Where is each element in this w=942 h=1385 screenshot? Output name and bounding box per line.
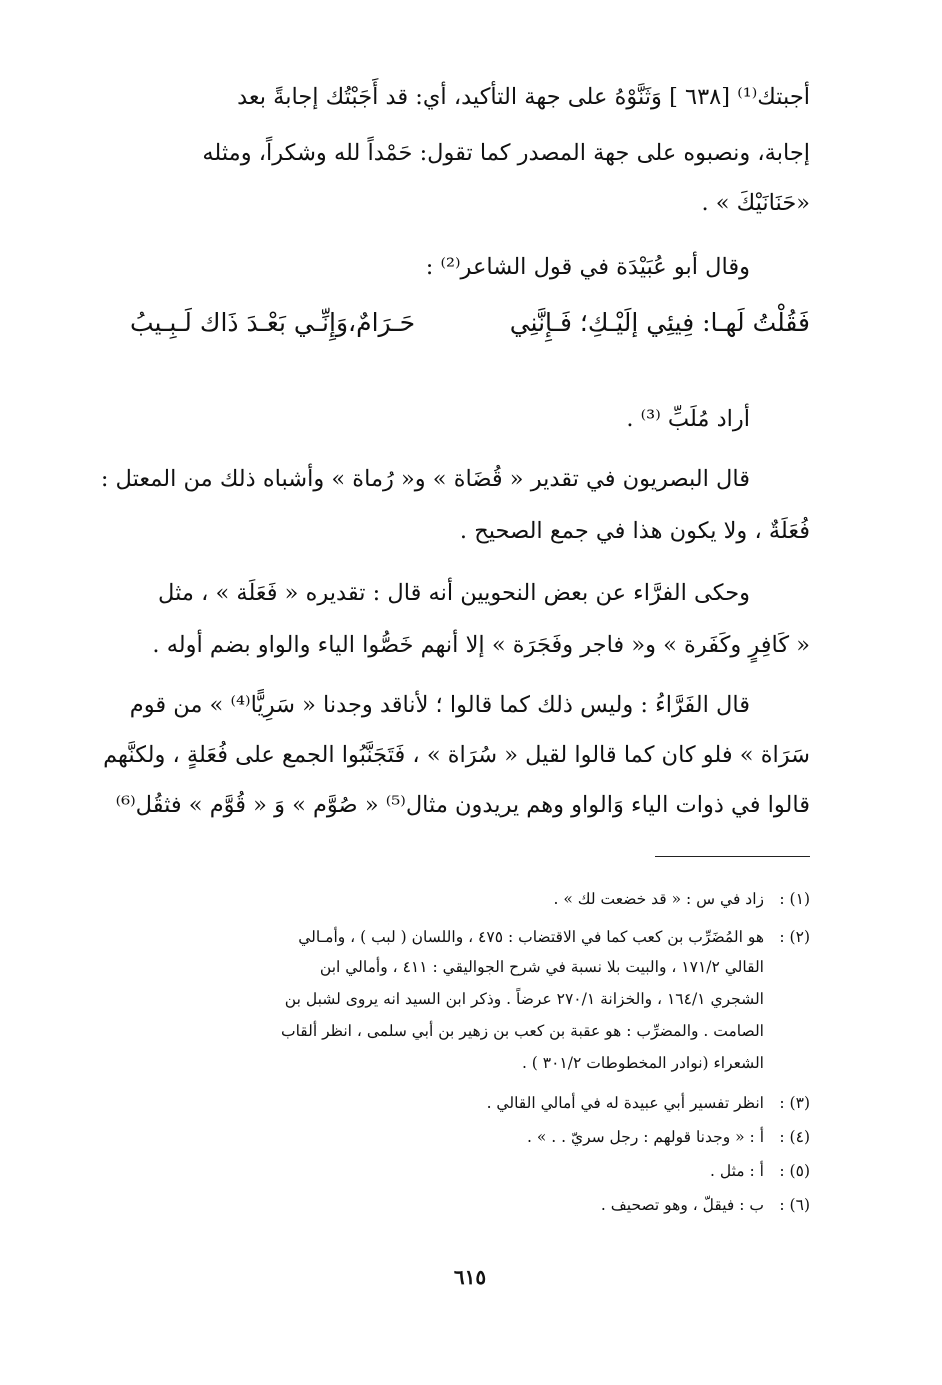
footnote-text: ب : فيقلّ ، وهو تصحيف . [600, 1196, 764, 1214]
body-line-4: وقال أبو عُبَيْدَة في قول الشاعر⁽²⁾ : [425, 254, 750, 280]
footnote-text: القالي ١٧١/٢ ، والبيت بلا نسبة في شرح الجواليقي : ٤١١ ، وأمالي ابن [319, 958, 764, 976]
footnote-text: زاد في س : « قد خضعت لك » . [553, 890, 764, 908]
footnote-text: أ : مثل . [710, 1162, 764, 1180]
footnote-number: (٥) : [779, 1162, 810, 1180]
para-line-5: قال الفَرَّاءُ : وليس ذلك كما قالوا ؛ لأناقد وجدنا « سَرِيًّا⁽⁴⁾ » من قوم [129, 692, 750, 718]
body-line-2: إجابة، ونصبوه على جهة المصدر كما تقول: حَمْداً لله وشكراً، ومثله [202, 140, 810, 166]
verse-hemistich-2: حَـرَامٌ،وَإِنِّـي بَعْـدَ ذَاك لَـبِـيبُ [130, 308, 416, 337]
body-line-1: أجبتك⁽¹⁾ [٦٣٨ ] وَثَنَّوْهُ على جهة التأكيد، أي: قد أَجَبْتُك إجابةً بعد [237, 84, 810, 110]
verse-hemistich-1: فَقُلْتُ لَهـا: فِيئِي إلَيْـكِ؛ فَـإِنَّنِي [509, 308, 810, 337]
footnote-text: انظر تفسير أبي عبيدة له في أمالي القالي . [486, 1094, 764, 1112]
footnote-number: (٢) : [779, 928, 810, 946]
para-line-1: قال البصريون في تقدير « قُضَاة » و« رُماة » وأشباه ذلك من المعتل : [100, 466, 750, 492]
footnote-number: (٤) : [779, 1128, 810, 1146]
body-line-3: «حَنَانَيْكَ » . [701, 190, 810, 216]
page-number: ٦١٥ [453, 1265, 487, 1289]
footnote-text: الصامت . والمضرِّب : هو عقبة بن كعب بن زهير بن أبي سلمى ، انظر ألقاب [280, 1022, 764, 1040]
footnote-text: أ : « وجدنا قولهم : رجل سريّ . . » . [526, 1128, 764, 1146]
footnote-text: هو المُضَرِّب بن كعب كما في الاقتضاب : ٤٧٥ ، واللسان ( لبب ) ، وأمـالي [298, 928, 764, 946]
footnote-text: الشعراء (نوادر المخطوطات ٣٠١/٢ ) . [521, 1054, 764, 1072]
footnote-number: (١) : [779, 890, 810, 908]
after-verse-line: أراد مُلَبِّ ⁽³⁾ . [626, 406, 750, 432]
para-line-3: وحكى الفرَّاء عن بعض النحويين أنه قال : تقديره « فَعَلَة » ، مثل [158, 580, 750, 606]
para-line-6: سَرَاة » فلو كان كما قالوا لقيل « سُرَاة » ، فَتَجَنَّبُوا الجمع على فُعَلةٍ ، ولكنَّهم [103, 742, 810, 768]
para-line-7: قالوا في ذوات الياء وَالواو وهم يريدون مثال⁽⁵⁾ « صُوَّم » وَ « قُوَّم » فثقُل⁽⁶⁾ [115, 792, 810, 818]
footnote-number: (٣) : [779, 1094, 810, 1112]
footnote-number: (٦) : [779, 1196, 810, 1214]
footnote-divider [655, 856, 810, 857]
footnote-text: الشجري ١٦٤/١ ، والخزانة ٢٧٠/١ عرضاً . وذكر ابن السيد انه يروى لشبل بن [284, 990, 764, 1008]
para-line-4: « كَافِرٍ وكَفَرة » و« فاجر وفَجَرَة » إلا أنهم خَصُّوا الياء والواو بضم أوله . [152, 632, 810, 658]
para-line-2: فُعَلَةٌ ، ولا يكون هذا في جمع الصحيح . [459, 518, 810, 544]
